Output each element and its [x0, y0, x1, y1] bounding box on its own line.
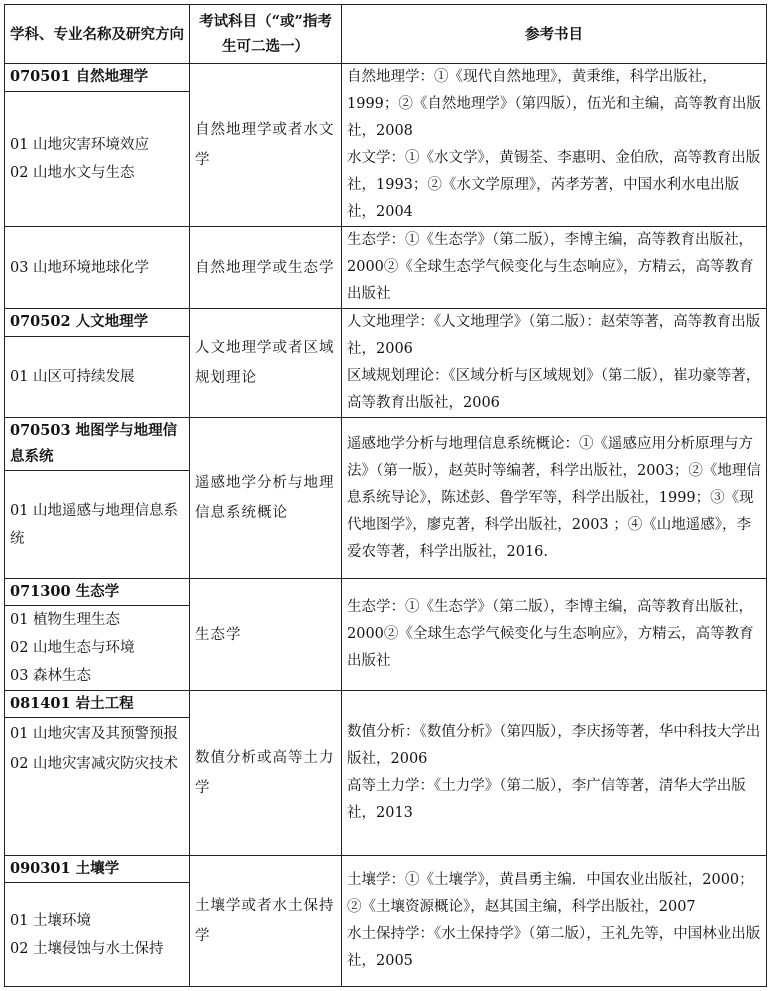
book-entry: 水土保持学：《水土保持学》（第二版），王礼先等，中国林业出版社，2005 — [347, 926, 761, 969]
subject-row — [5, 691, 767, 718]
reference-books — [342, 856, 767, 987]
exam-subjects: 自然地理学或者水文学 — [190, 64, 342, 227]
direction-item: 03 森林生态 — [10, 668, 92, 684]
direction-item: 02 山地水文与生态 — [10, 164, 135, 181]
book-entry: 自然地理学：①《现代自然地理》，黄秉维，科学出版社，1999；②《自然地理学》（第四版），伍光和主编，高等教育出版社，2008 — [347, 69, 761, 139]
exam-subjects: 自然地理学或生态学 — [190, 227, 342, 309]
reference-books — [342, 579, 767, 691]
exam-subjects: 土壤学或者水土保持学 — [190, 856, 342, 987]
book-entry: 生态学：①《生态学》（第二版），李博主编，高等教育出版社，2000②《全球生态学气候变化与生态响应》，方精云，高等教育出版社 — [347, 599, 754, 669]
subject-name: 070503 地图学与地理信息系统 — [5, 418, 190, 471]
book-entry: 遥感地学分析与地理信息系统概论：①《遥感应用分析原理与方法》（第一版），赵英时等编著，科学出版社，2003；②《地理信息系统导论》，陈述彭、鲁学军等，科学出版社，1999；③《现代地图学》，廖克著，科学出版社，2003 ；④《山地遥感》，李爱农等著，科学出版社，2016. — [347, 435, 761, 560]
research-directions — [5, 91, 190, 227]
header-books: 参考书目 — [342, 5, 767, 64]
header-subject: 学科、专业名称及研究方向 — [5, 5, 190, 64]
subject-name: 070502 人文地理学 — [5, 309, 190, 337]
book-entry: 生态学：①《生态学》（第二版），李博主编，高等教育出版社，2000②《全球生态学气候变化与生态响应》，方精云，高等教育出版社 — [347, 232, 754, 302]
reference-books — [342, 309, 767, 418]
research-directions — [5, 471, 190, 579]
direction-item: 01 山地遥感与地理信息系统 — [10, 502, 179, 547]
subject-row — [5, 418, 767, 471]
research-directions — [5, 227, 190, 309]
reference-table — [4, 4, 767, 987]
reference-books — [342, 418, 767, 579]
direction-item: 01 山地灾害环境效应 — [10, 136, 150, 153]
book-entry: 高等土力学：《土力学》（第二版），李广信等著，清华大学出版社，2013 — [347, 778, 746, 821]
subject-name: 071300 生态学 — [5, 579, 190, 606]
subject-row — [5, 309, 767, 337]
exam-subjects: 数值分析或高等土力学 — [190, 691, 342, 856]
book-entry: 数值分析：《数值分析》（第四版），李庆扬等著，华中科技大学出版社，2006 — [347, 724, 761, 767]
reference-books — [342, 227, 767, 309]
exam-subjects: 人文地理学或者区域规划理论 — [190, 309, 342, 418]
direction-item: 01 植物生理生态 — [10, 612, 121, 628]
direction-item: 01 山地灾害及其预警预报 — [10, 726, 179, 742]
direction-item: 01 山区可持续发展 — [10, 368, 135, 385]
header-row — [5, 5, 767, 64]
book-entry: 土壤学：①《土壤学》，黄昌勇主编．中国农业出版社，2000；②《土壤资源概论》，赵其国主编，科学出版社，2007 — [347, 872, 754, 915]
direction-item: 01 土壤环境 — [10, 912, 92, 929]
exam-subjects: 生态学 — [190, 579, 342, 691]
subject-row — [5, 856, 767, 883]
direction-row — [5, 227, 767, 309]
direction-item: 02 山地灾害减灾防灾技术 — [10, 756, 179, 772]
research-directions — [5, 718, 190, 856]
research-directions — [5, 606, 190, 691]
reference-books — [342, 691, 767, 856]
subject-name: 081401 岩土工程 — [5, 691, 190, 718]
header-exam: 考试科目（“或”指考生可二选一） — [190, 5, 342, 64]
direction-item: 03 山地环境地球化学 — [10, 259, 150, 276]
direction-item: 02 山地生态与环境 — [10, 640, 135, 656]
subject-name: 090301 土壤学 — [5, 856, 190, 883]
direction-item: 02 土壤侵蚀与水土保持 — [10, 940, 164, 957]
research-directions — [5, 336, 190, 418]
research-directions — [5, 883, 190, 987]
subject-row — [5, 64, 767, 92]
book-entry: 人文地理学：《人文地理学》（第二版）：赵荣等著，高等教育出版社，2006 — [347, 314, 761, 357]
exam-subjects: 遥感地学分析与地理信息系统概论 — [190, 418, 342, 579]
subject-name: 070501 自然地理学 — [5, 64, 190, 92]
reference-books — [342, 64, 767, 227]
book-entry: 水文学：①《水文学》，黄锡荃、李惠明、金伯欣，高等教育出版社，1993；②《水文学原理》，芮孝芳著，中国水利水电出版社，2004 — [347, 150, 761, 220]
book-entry: 区域规划理论：《区域分析与区域规划》（第二版），崔功豪等著，高等教育出版社，2006 — [347, 368, 761, 411]
subject-row — [5, 579, 767, 606]
